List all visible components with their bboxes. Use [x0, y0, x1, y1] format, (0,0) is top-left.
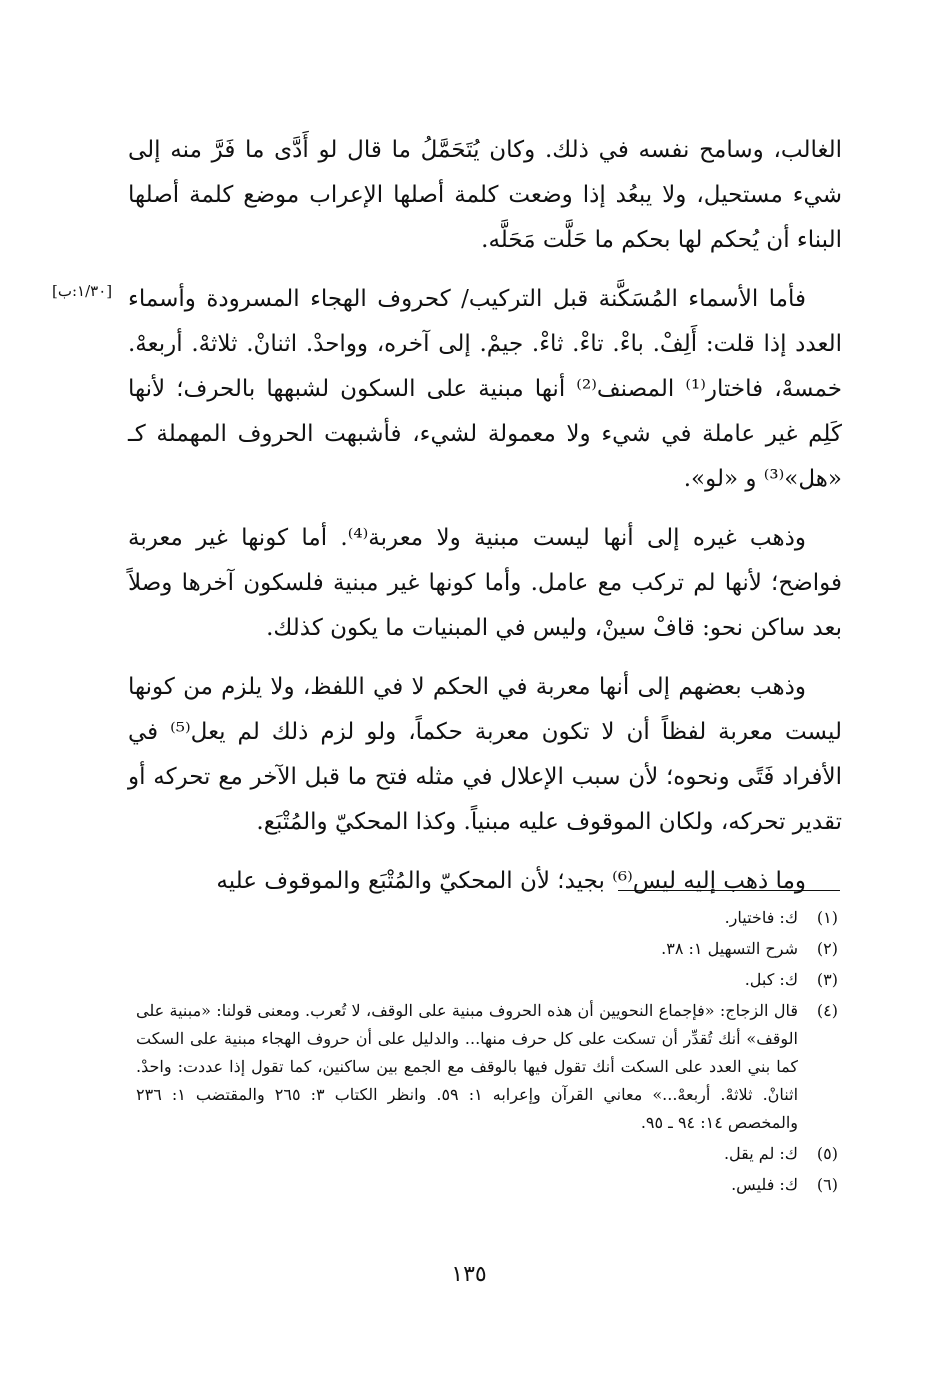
- paragraph-3: وذهب غيره إلى أنها ليست مبنية ولا معربة⁽⁴⁾. أما كونها غير معربة فواضح؛ لأنها لم تركب مع عامل. وأما كونها غير مبنية فلسكون آخرها وصلاً بعد ساكن نحو: قافْ سينْ، وليس في المبنيات ما يكون كذلك.: [128, 525, 842, 641]
- paragraph-4: وذهب بعضهم إلى أنها معربة في الحكم لا في اللفظ، ولا يلزم من كونها ليست معربة لفظاً أن لا تكون معربة حكماً، ولو لزم ذلك لم يعل⁽⁵⁾ في الأفراد فَتًى ونحوه؛ لأن سبب الإعلال في مثله فتح ما قبل الآخر مع تحركه أو تقدير تحركه، ولكان الموقوف عليه مبنياً. وكذا المحكيّ والمُتْبَع.: [128, 674, 842, 835]
- main-text: [128, 128, 842, 918]
- footnote: [136, 997, 838, 1137]
- footnote-text: ك: فليس.: [731, 1175, 798, 1194]
- footnote-number: (٥): [816, 1144, 838, 1163]
- footnote: [136, 1171, 838, 1199]
- footnote-number: (٦): [816, 1175, 838, 1194]
- paragraph-5: وما ذهب إليه ليس⁽⁶⁾ بجيد؛ لأن المحكيّ والمُتْبَع والموقوف عليه: [216, 868, 806, 894]
- footnote-number: (٤): [816, 1001, 838, 1020]
- paragraph-2: فأما الأسماء المُسَكَّنة قبل التركيب/ كحروف الهجاء المسرودة وأسماء العدد إذا قلت: أَلِفْ. باءْ. تاءْ. ثاءْ. جيمْ. إلى آخره، وواحدْ. اثنانْ. ثلاثهْ. أربعهْ. خمسهْ، فاختار⁽¹⁾ المصنف⁽²⁾ أنها مبنية على السكون لشبهها بالحرف؛ لأنها كَلِم غير عاملة في شيء ولا معمولة لشيء، فأشبهت الحروف المهملة كـ «هل»⁽³⁾ و «لو».: [128, 286, 843, 492]
- footnote-text: شرح التسهيل ١: ٣٨.: [661, 939, 798, 958]
- footnote-number: (٢): [816, 939, 838, 958]
- manuscript-folio-note: [١/٣٠:ب]: [52, 282, 113, 300]
- footnote: [136, 966, 838, 994]
- paragraph-1: الغالب، وسامح نفسه في ذلك. وكان يُتَحَمَّلُ ما قال لو أَدَّى ما فَرَّ منه إلى شيء مستحيل، ولا يبعُد إذا وضعت كلمة أصلها الإعراب موضع كلمة أصلها البناء أن يُحكم لها بحكم ما حَلَّت مَحَلَّه.: [128, 137, 842, 253]
- footnote-separator: [618, 890, 840, 891]
- footnote: [136, 935, 838, 963]
- footnote-text: ك: لم يقل.: [723, 1144, 798, 1163]
- footnote: [136, 904, 838, 932]
- footnotes: [136, 904, 838, 1202]
- footnote-text: ك: كبل.: [744, 970, 798, 989]
- footnote-text: ك: فاختيار.: [724, 908, 798, 927]
- page-number: ١٣٥: [451, 1262, 487, 1287]
- footnote-number: (١): [816, 908, 838, 927]
- footnote-number: (٣): [816, 970, 838, 989]
- footnote-text: قال الزجاج: «فإجماع النحويين أن هذه الحروف مبنية على الوقف، لا تُعرب. ومعنى قولنا: «مبنية على الوقف» أنك تُقدِّر أن تسكت على كل حرف منها... والدليل على أن حروف الهجاء مبنية على السكت كما بني العدد على السكت أنك تقول فيها بالوقف مع الجمع بين ساكنين، كما تقول إذا عددت: واحدْ. اثنانْ. ثلاثهْ. أربعهْ...» معاني القرآن وإعرابه ١: ٥٩. وانظر الكتاب ٣: ٢٦٥ والمقتضب ١: ٢٣٦ والمخصص ١٤: ٩٤ ـ ٩٥.: [136, 1001, 799, 1132]
- footnote: [136, 1140, 838, 1168]
